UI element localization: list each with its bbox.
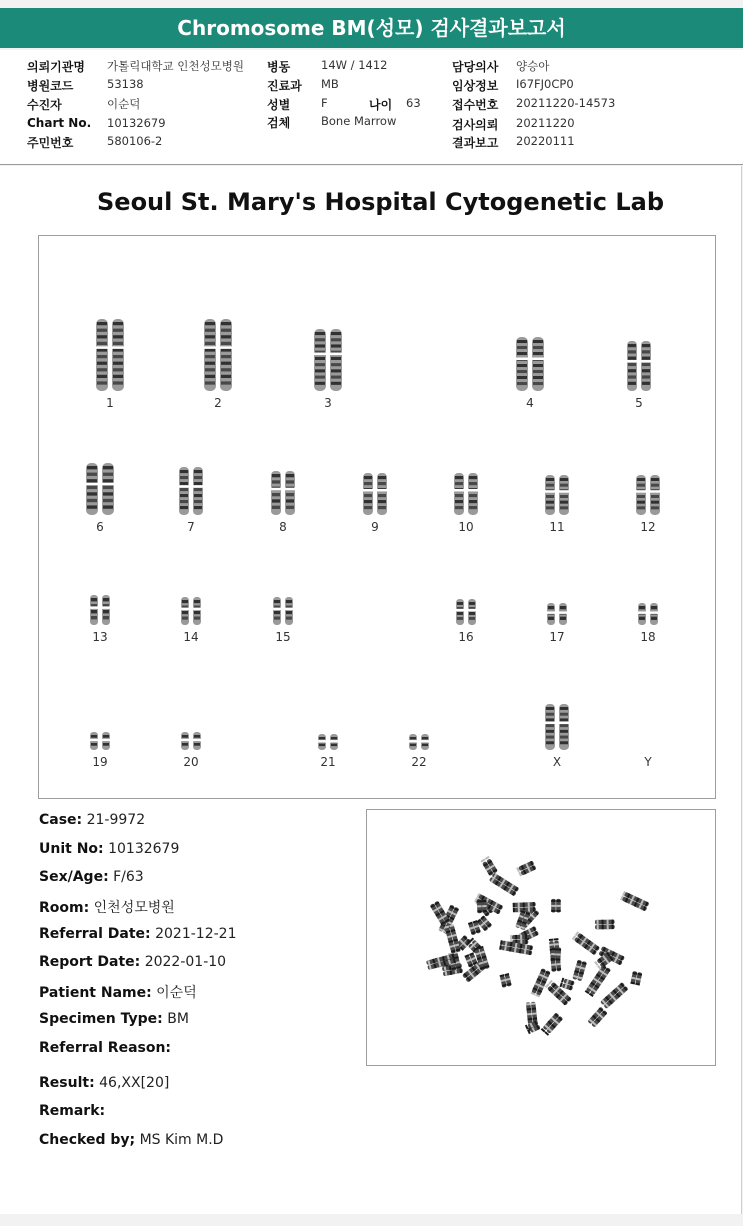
- chromosome-label-1: 1: [106, 396, 114, 410]
- clinical-info-value: I67FJ0CP0: [516, 77, 574, 91]
- institution-value: 가톨릭대학교 인천성모병원: [107, 59, 244, 73]
- case-line: [39, 812, 145, 828]
- report-date-label: Report Date:: [39, 954, 141, 970]
- chromosome-pair-19: [90, 732, 111, 750]
- chromosome-pair-X: [545, 704, 570, 750]
- result-label: Result:: [39, 1075, 95, 1091]
- chromosome-label-16: 16: [458, 630, 474, 644]
- metaphase-chromosome: [489, 872, 519, 896]
- age-label: 나이: [369, 98, 393, 112]
- doctor-label: 담당의사: [452, 60, 499, 74]
- referral-date-label: Referral Date:: [39, 926, 151, 942]
- unit-line: [39, 841, 179, 857]
- sexage-line: [39, 869, 144, 885]
- report-date-line: [39, 954, 226, 970]
- metaphase-chromosome: [572, 960, 587, 982]
- karyogram-panel: [38, 235, 716, 799]
- case-value: 21-9972: [86, 812, 146, 828]
- specimen-label: 검체: [267, 116, 291, 130]
- metaphase-spread-image: [367, 810, 715, 1065]
- chromosome-label-9: 9: [371, 520, 379, 534]
- room-line: [39, 897, 175, 917]
- chromosome-label-19: 19: [92, 755, 108, 769]
- chromosome-label-4: 4: [526, 396, 534, 410]
- result-value: 46,XX[20]: [99, 1075, 170, 1091]
- metaphase-chromosome: [531, 968, 551, 997]
- metaphase-chromosome: [480, 856, 497, 876]
- metaphase-chromosome: [500, 973, 512, 988]
- chromosome-label-5: 5: [635, 396, 643, 410]
- metaphase-chromosome: [541, 1012, 563, 1035]
- metaphase-chromosome: [572, 931, 600, 955]
- chromosome-pair-8: [271, 471, 296, 515]
- specimen-type-label: Specimen Type:: [39, 1011, 163, 1027]
- chromosome-pair-15: [273, 597, 294, 625]
- recipient-value: 이순덕: [107, 97, 141, 111]
- chromosome-pair-18: [638, 603, 659, 625]
- patient-name-line: [39, 982, 197, 1002]
- chromosome-pair-4: [516, 337, 545, 391]
- chromosome-label-11: 11: [549, 520, 565, 534]
- remark-line: [39, 1103, 105, 1119]
- chromosome-pair-16: [456, 599, 477, 625]
- referral-reason-label: Referral Reason:: [39, 1040, 172, 1056]
- department-label: 진료과: [267, 79, 302, 93]
- metaphase-chromosome: [620, 891, 649, 911]
- chromosome-pair-22: [409, 734, 430, 750]
- resident-no-value: 580106-2: [107, 134, 163, 148]
- chromosome-label-13: 13: [92, 630, 108, 644]
- checked-by-line: [39, 1132, 223, 1148]
- referral-date-value: 2021-12-21: [155, 926, 237, 942]
- chromosome-pair-21: [318, 734, 339, 750]
- result-report-value: 20220111: [516, 134, 575, 148]
- chromosome-pair-1: [96, 319, 125, 391]
- chromosome-label-15: 15: [275, 630, 291, 644]
- sexage-label: Sex/Age:: [39, 869, 109, 885]
- chromosome-label-8: 8: [279, 520, 287, 534]
- chromosome-label-18: 18: [640, 630, 656, 644]
- resident-no-label: 주민번호: [27, 136, 74, 150]
- doctor-value: 양승아: [516, 59, 550, 73]
- patient-name-value: 이순덕: [156, 985, 197, 1001]
- institution-label: 의뢰기관명: [27, 60, 85, 74]
- metaphase-chromosome: [444, 924, 460, 954]
- chromosome-label-7: 7: [187, 520, 195, 534]
- chromosome-pair-9: [363, 473, 388, 515]
- case-label: Case:: [39, 812, 83, 828]
- chromosome-pair-2: [204, 319, 233, 391]
- sexage-value: F/63: [113, 869, 144, 885]
- chromosome-pair-6: [86, 463, 115, 515]
- checked-by-value: MS Kim M.D: [139, 1132, 224, 1148]
- ward-value: 14W / 1412: [321, 58, 388, 72]
- sex-label: 성별: [267, 98, 291, 112]
- accession-label: 접수번호: [452, 98, 499, 112]
- chromosome-pair-13: [90, 595, 111, 625]
- result-line: [39, 1075, 169, 1091]
- chart-no-value: 10132679: [107, 116, 166, 130]
- result-report-label: 결과보고: [452, 136, 499, 150]
- chromosome-label-21: 21: [320, 755, 336, 769]
- chromosome-label-17: 17: [549, 630, 565, 644]
- chromosome-label-14: 14: [183, 630, 199, 644]
- ward-label: 병동: [267, 60, 291, 74]
- chromosome-label-20: 20: [183, 755, 199, 769]
- patient-meta-panel: [0, 50, 743, 165]
- referral-reason-line: [39, 1040, 171, 1056]
- metaphase-chromosome: [587, 1007, 607, 1028]
- report-title-banner: Chromosome BM(성모) 검사결과보고서: [0, 8, 743, 48]
- chromosome-pair-17: [547, 603, 568, 625]
- chromosome-pair-12: [636, 475, 661, 515]
- chromosome-pair-20: [181, 732, 202, 750]
- recipient-label: 수진자: [27, 98, 62, 112]
- referral-date-line: [39, 926, 236, 942]
- chromosome-pair-10: [454, 473, 479, 515]
- age-value: 63: [406, 96, 421, 110]
- metaphase-chromosome: [600, 982, 628, 1009]
- hospital-code-value: 53138: [107, 77, 144, 91]
- metaphase-chromosome: [560, 978, 575, 991]
- unit-value: 10132679: [108, 841, 180, 857]
- room-value: 인천성모병원: [93, 900, 175, 916]
- unit-label: Unit No:: [39, 841, 104, 857]
- specimen-type-value: BM: [167, 1011, 189, 1027]
- specimen-value: Bone Marrow: [321, 114, 397, 128]
- lab-title: Seoul St. Mary's Hospital Cytogenetic Lab: [97, 188, 664, 216]
- chromosome-pair-5: [627, 341, 652, 391]
- report-date-value: 2022-01-10: [144, 954, 227, 970]
- chromosome-pair-14: [181, 597, 202, 625]
- sex-value: F: [321, 96, 328, 110]
- metaphase-chromosome: [630, 971, 642, 986]
- specimen-type-line: [39, 1011, 189, 1027]
- department-value: MB: [321, 77, 339, 91]
- chromosome-label-22: 22: [411, 755, 427, 769]
- karyogram-image: [39, 236, 715, 798]
- remark-label: Remark:: [39, 1103, 106, 1119]
- request-date-value: 20211220: [516, 116, 575, 130]
- chromosome-label-2: 2: [214, 396, 222, 410]
- patient-name-label: Patient Name:: [39, 985, 152, 1001]
- chromosome-pair-3: [314, 329, 343, 391]
- chromosome-pair-7: [179, 467, 204, 515]
- hospital-code-label: 병원코드: [27, 79, 74, 93]
- metaphase-chromosome: [516, 860, 536, 876]
- accession-value: 20211220-14573: [516, 96, 616, 110]
- chromosome-label-Y: Y: [644, 755, 652, 769]
- room-label: Room:: [39, 900, 90, 916]
- metaphase-panel: [366, 809, 716, 1066]
- request-date-label: 검사의뢰: [452, 118, 499, 132]
- chart-no-label: Chart No.: [27, 116, 92, 130]
- chromosome-pair-11: [545, 475, 570, 515]
- chromosome-label-12: 12: [640, 520, 656, 534]
- chromosome-label-X: X: [552, 755, 562, 769]
- clinical-info-label: 임상정보: [452, 79, 499, 93]
- metaphase-chromosome: [585, 964, 611, 997]
- checked-by-label: Checked by;: [39, 1132, 136, 1148]
- chromosome-label-6: 6: [96, 520, 104, 534]
- chromosome-label-3: 3: [324, 396, 332, 410]
- metaphase-chromosome: [551, 899, 561, 913]
- metaphase-chromosome: [595, 920, 615, 930]
- chromosome-label-10: 10: [458, 520, 474, 534]
